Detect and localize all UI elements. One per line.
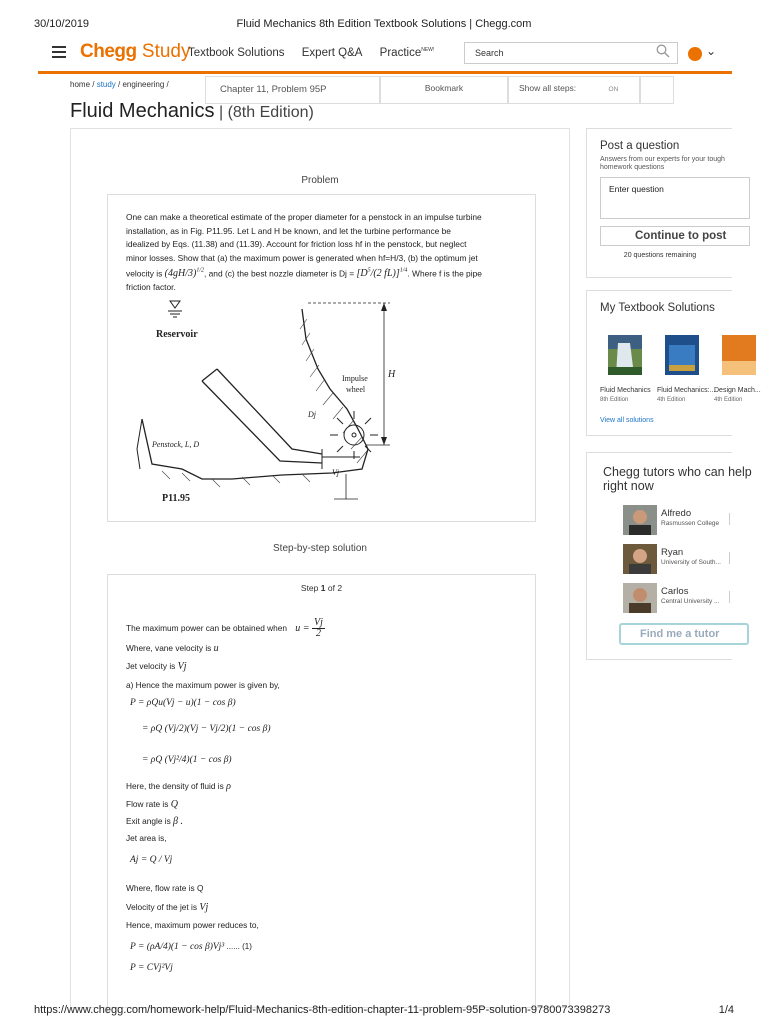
tutor-name: Carlos	[661, 586, 689, 597]
solution-line: a) Hence the maximum power is given by,	[126, 680, 280, 690]
velocity-expression	[165, 268, 204, 279]
book-title: Fluid Mechanics:...	[657, 387, 716, 394]
avatar	[623, 544, 657, 574]
problem-box	[107, 194, 536, 522]
problem-heading: Problem	[301, 175, 339, 186]
impulse-label: Impulse	[342, 374, 368, 383]
print-title: Fluid Mechanics 8th Edition Textbook Solutions | Chegg.com	[236, 18, 532, 30]
book-title: Fluid Mechanics | (8th Edition)	[70, 100, 314, 122]
book-item[interactable]	[600, 335, 650, 403]
max-power-condition	[295, 617, 325, 639]
line-text: Where, vane velocity is	[126, 643, 212, 653]
nav-textbook-solutions[interactable]: Textbook Solutions	[188, 47, 285, 59]
equation	[130, 942, 252, 952]
symbol: u	[213, 643, 219, 654]
post-subtitle: Answers from our experts for your tough homework questions	[600, 156, 725, 171]
wheel-label: wheel	[346, 385, 366, 394]
book-title-text: Fluid Mechanics	[70, 100, 215, 122]
problem-line: idealized by Eqs. (11.38) and (11.39). Account for friction loss hf in the penstock, but neglect	[126, 239, 467, 249]
velocity-suffix: . Where f is the pipe	[407, 268, 482, 279]
problem-line	[126, 265, 518, 281]
fraction-num: Vj	[314, 617, 323, 628]
toggle-state: ON	[608, 86, 619, 93]
tutors-title: Chegg tutors who can help right now	[603, 465, 752, 493]
velocity-exp: 1/2	[196, 268, 204, 274]
crumb-home[interactable]: home	[70, 80, 91, 89]
step-box	[107, 574, 536, 1014]
top-nav	[38, 40, 732, 72]
penstock-label: Penstock, L, D	[152, 440, 200, 449]
step-total: of 2	[327, 583, 343, 593]
line-text: Flow rate is	[126, 799, 169, 809]
equation: P = ρQu(Vj − u)(1 − cos β)	[130, 698, 236, 708]
question-input[interactable]: Enter question	[600, 177, 750, 219]
print-page-number: 1/4	[718, 1004, 734, 1016]
solution-panel	[70, 128, 570, 1008]
equation: P = CVj²Vj	[130, 963, 173, 973]
h-label: H	[388, 369, 396, 380]
symbol: Q	[170, 799, 178, 810]
symbol: ρ	[226, 781, 231, 792]
questions-remaining: 20 questions remaining	[623, 252, 697, 259]
symbol: Vj	[199, 902, 209, 913]
problem-line: minor losses. Show that (a) the maximum power is generated when hf=H/3, (b) the optimum jet	[126, 252, 478, 263]
chegg-logo[interactable]	[80, 41, 190, 63]
solution-line	[126, 643, 219, 654]
book-edition: 4th Edition	[714, 397, 743, 403]
solution-line	[126, 816, 183, 827]
tutor-school: Rasmussen College	[661, 520, 720, 527]
solution-line	[126, 902, 208, 913]
solution-line	[126, 661, 187, 672]
show-steps-label: Show all steps:	[519, 83, 577, 93]
tutor-school: Central University ...	[661, 598, 720, 605]
equation: = ρQ (Vj²/4)(1 − cos β)	[142, 755, 232, 765]
reservoir-label: Reservoir	[156, 329, 198, 340]
textbook-solutions-card	[586, 290, 761, 436]
user-avatar[interactable]	[688, 47, 702, 61]
tutor-school: University of South...	[661, 559, 721, 566]
dj-label: Dj	[308, 410, 316, 419]
equation: Aj = Q / Vj	[130, 855, 173, 865]
post-question-card	[586, 128, 732, 278]
tab-spacer	[640, 76, 674, 104]
new-badge: NEW!	[421, 47, 435, 54]
book-edition: (8th Edition)	[227, 104, 314, 121]
line-text: Here, the density of fluid is	[126, 781, 224, 791]
divider	[729, 513, 730, 525]
bookmark-button[interactable]: Bookmark	[380, 76, 508, 104]
symbol: β .	[173, 816, 184, 827]
crumb-study[interactable]: study	[96, 80, 116, 89]
diameter-expression	[356, 268, 407, 279]
book-title: Fluid Mechanics	[600, 387, 651, 394]
problem-text	[126, 211, 518, 294]
equation-tag: ...... (1)	[226, 942, 252, 951]
solution-line: Hence, maximum power reduces to,	[126, 920, 259, 930]
tutors-card	[586, 452, 752, 660]
solution-line: Where, flow rate is Q	[126, 883, 204, 893]
book-cover	[665, 335, 699, 375]
book-item[interactable]	[657, 335, 716, 403]
problem-line: friction factor.	[126, 281, 176, 292]
book-edition: 8th Edition	[600, 397, 629, 403]
line-text: Velocity of the jet is	[126, 902, 198, 912]
book-edition: 4th Edition	[657, 397, 686, 403]
tutor-name: Alfredo	[661, 508, 692, 519]
fraction-den: 2	[315, 628, 321, 639]
logo-study: Study	[141, 41, 191, 62]
solution-line	[126, 781, 231, 792]
nav-practice[interactable]	[380, 47, 435, 59]
tutor-item[interactable]	[623, 505, 743, 535]
water-level-icon	[170, 301, 180, 308]
tutor-item[interactable]	[623, 544, 743, 574]
divider	[729, 552, 730, 564]
continue-to-post-button[interactable]: Continue to post	[600, 226, 750, 246]
book-item[interactable]	[714, 335, 764, 403]
textbooks-title: My Textbook Solutions	[600, 302, 715, 314]
velocity-expr: (4gH/3)	[164, 268, 197, 280]
vj-label: Vj	[332, 468, 340, 477]
nav-links	[188, 47, 448, 59]
equation-body: P = (ρA/4)(1 − cos β)Vj³	[130, 942, 225, 952]
tutor-name: Ryan	[661, 547, 684, 558]
find-tutor-button[interactable]: Find me a tutor	[619, 623, 749, 645]
nav-expert-qa[interactable]: Expert Q&A	[301, 47, 363, 59]
eq-lhs: u =	[295, 622, 310, 634]
problem-line: One can make a theoretical estimate of the proper diameter for a penstock in an impulse turbine	[126, 212, 482, 222]
view-all-solutions-link[interactable]: View all solutions	[600, 417, 654, 424]
equation: = ρQ (Vj/2)(Vj − Vj/2)(1 − cos β)	[142, 724, 271, 734]
velocity-prefix: velocity is	[126, 268, 163, 279]
breadcrumb: home / study / engineering /	[70, 80, 169, 89]
menu-icon[interactable]	[52, 46, 66, 61]
figure-label: P11.95	[162, 493, 191, 504]
print-url: https://www.chegg.com/homework-help/Fluid-Mechanics-8th-edition-chapter-11-problem-95P-solution-9780073398273	[34, 1004, 611, 1016]
avatar	[623, 583, 657, 613]
search-input[interactable]: Search	[464, 42, 678, 64]
show-steps-toggle[interactable]	[508, 76, 640, 104]
chevron-down-icon[interactable]: ⌄	[706, 44, 717, 58]
solution-line: Jet area is,	[126, 833, 167, 843]
line-text: Exit angle is	[126, 816, 171, 826]
problem-line: installation, as in Fig. P11.95. Let L and H be known, and let the turbine performance be	[126, 225, 451, 236]
book-cover	[722, 335, 756, 375]
velocity-mid: , and (c) the best nozzle diameter is Dj =	[203, 268, 355, 279]
impulse-wheel-icon	[330, 411, 378, 459]
step-header	[108, 583, 535, 593]
diameter-exp1: 5	[367, 268, 371, 274]
print-date: 30/10/2019	[34, 18, 90, 30]
solution-line	[126, 799, 178, 810]
nav-underline	[38, 71, 732, 74]
diameter-mid: /(2 fL)]	[370, 268, 400, 280]
diameter-expr: [D	[356, 268, 368, 280]
solution-line	[126, 618, 325, 639]
nav-practice-label: Practice	[379, 47, 422, 59]
avatar	[623, 505, 657, 535]
solution-heading: Step-by-step solution	[273, 543, 367, 554]
chapter-selector[interactable]: Chapter 11, Problem 95P	[205, 76, 380, 104]
line-text: Jet velocity is	[126, 661, 176, 671]
book-title: Design Mach...	[714, 387, 761, 394]
problem-figure	[122, 299, 512, 511]
book-cover	[608, 335, 642, 375]
search-icon[interactable]	[656, 44, 670, 58]
divider	[729, 591, 730, 603]
line-text: The maximum power can be obtained when	[126, 622, 287, 633]
fraction	[312, 618, 325, 639]
logo-chegg: Chegg	[80, 41, 137, 62]
tutor-item[interactable]	[623, 583, 743, 613]
print-header	[34, 18, 734, 32]
symbol: Vj	[177, 661, 187, 672]
diameter-exp2: 1/4	[399, 268, 408, 274]
post-title: Post a question	[600, 140, 680, 152]
crumb-engineering[interactable]: engineering	[122, 80, 165, 89]
step-word: Step	[300, 583, 319, 593]
step-number: 1	[320, 583, 326, 593]
